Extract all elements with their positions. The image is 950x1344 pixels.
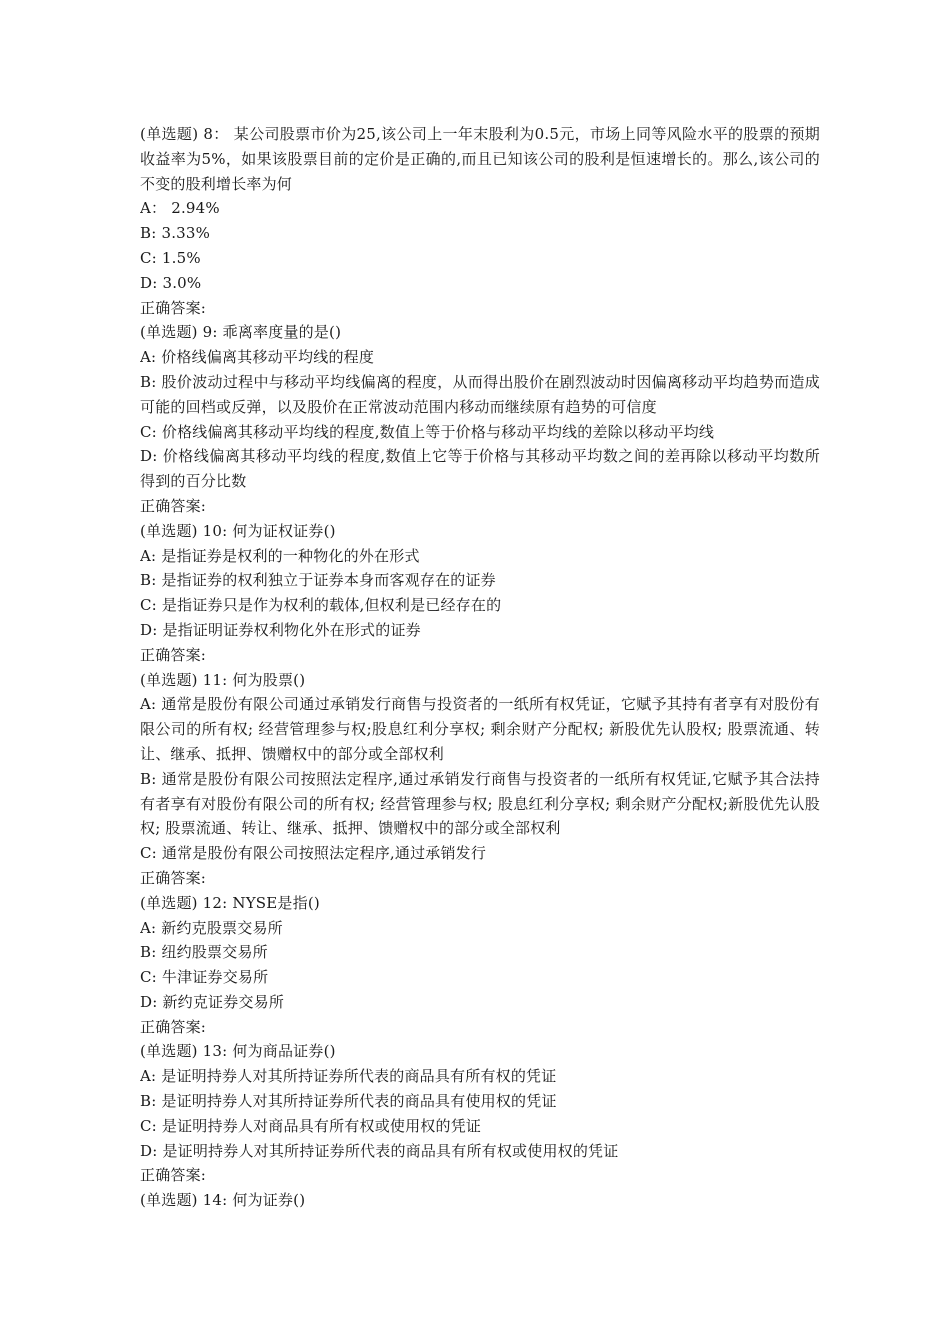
text-line: (单选题) 13: 何为商品证券()	[140, 1042, 336, 1061]
text-line: (单选题) 9: 乖离率度量的是()	[140, 323, 342, 342]
text-line: 正确答案:	[140, 1017, 207, 1036]
text-line: C: 是指证券只是作为权利的载体,但权利是已经存在的	[140, 596, 502, 615]
text-line: D: 新约克证券交易所	[140, 992, 285, 1011]
text-line: (单选题) 8： 某公司股票市价为25,该公司上一年末股利为0.5元，市场上同等风险水平的股票的预期收益率为5%，如果该股票目前的定价是正确的,而且已知该公司的股利是恒速增长的。那么,该公司的不变的股利增长率为何	[140, 125, 820, 193]
text-line: D: 是指证明证券权利物化外在形式的证券	[140, 620, 421, 639]
text-line: D: 是证明持券人对其所持证券所代表的商品具有所有权或使用权的凭证	[140, 1141, 619, 1160]
text-line: A: 是指证券是权利的一种物化的外在形式	[140, 546, 420, 565]
text-line: A: 是证明持券人对其所持证券所代表的商品具有所有权的凭证	[140, 1067, 557, 1086]
text-line: C: 是证明持券人对商品具有所有权或使用权的凭证	[140, 1116, 482, 1135]
text-line: 正确答案:	[140, 298, 207, 317]
text-line: C: 通常是股份有限公司按照法定程序,通过承销发行	[140, 844, 487, 863]
text-line: B: 股价波动过程中与移动平均线偏离的程度，从而得出股价在剧烈波动时因偏离移动平均趋势而造成可能的回档或反弹，以及股价在正常波动范围内移动而继续原有趋势的可信度	[140, 372, 820, 416]
text-line: (单选题) 10: 何为证权证券()	[140, 521, 336, 540]
text-line: D: 价格线偏离其移动平均线的程度,数值上它等于价格与其移动平均数之间的差再除以移动平均数所得到的百分比数	[140, 447, 820, 491]
text-line: B: 通常是股份有限公司按照法定程序,通过承销发行商售与投资者的一纸所有权凭证,它赋予其合法持有者享有对股份有限公司的所有权; 经营管理参与权; 股息红利分享权; 剩余财产分配权;新股优先认股权; 股票流通、转让、继承、抵押、馈赠权中的部分或全部权利	[140, 769, 820, 838]
text-line: B: 是指证券的权利独立于证券本身而客观存在的证券	[140, 571, 496, 590]
text-line: B: 是证明持券人对其所持证券所代表的商品具有使用权的凭证	[140, 1092, 557, 1111]
text-line: C: 牛津证券交易所	[140, 968, 269, 987]
text-line: C: 价格线偏离其移动平均线的程度,数值上等于价格与移动平均线的差除以移动平均线	[140, 422, 715, 441]
text-line: B: 纽约股票交易所	[140, 943, 268, 962]
text-line: B: 3.33%	[140, 224, 211, 243]
text-line: A： 2.94%	[140, 199, 220, 218]
text-line: A: 通常是股份有限公司通过承销发行商售与投资者的一纸所有权凭证，它赋予其持有者享有对股份有限公司的所有权; 经营管理参与权;股息红利分享权; 剩余财产分配权; 新股优先认股权; 股票流通、转让、继承、抵押、馈赠权中的部分或全部权利	[140, 695, 820, 763]
text-line: D: 3.0%	[140, 273, 202, 292]
text-line: 正确答案:	[140, 496, 207, 515]
text-line: 正确答案:	[140, 645, 207, 664]
text-line: 正确答案:	[140, 868, 207, 887]
text-line: (单选题) 12: NYSE是指()	[140, 893, 320, 912]
text-line: 正确答案:	[140, 1166, 207, 1185]
text-line: A: 价格线偏离其移动平均线的程度	[140, 348, 375, 367]
text-line: (单选题) 14: 何为证券()	[140, 1191, 306, 1210]
document-body	[140, 122, 820, 1213]
text-line: C: 1.5%	[140, 248, 201, 267]
text-line: (单选题) 11: 何为股票()	[140, 670, 306, 689]
text-line: A: 新约克股票交易所	[140, 918, 283, 937]
